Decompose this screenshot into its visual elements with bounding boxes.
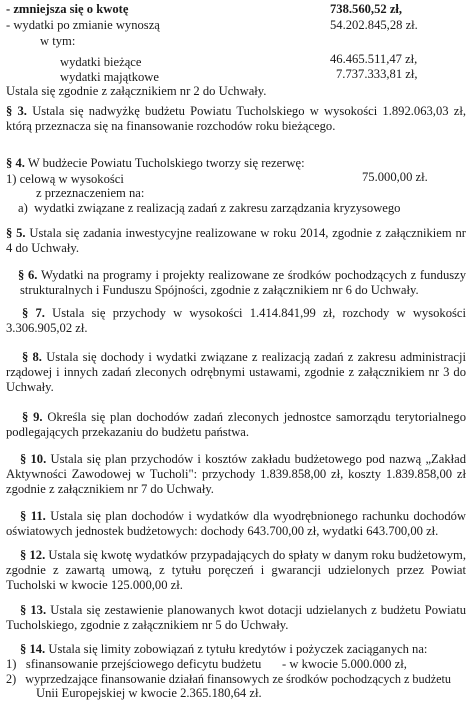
current-expenses-label: wydatki bieżące: [60, 55, 142, 69]
paragraph-7: [6, 306, 466, 336]
paragraph-6: [20, 268, 466, 298]
paragraph-11: [6, 509, 466, 539]
limit-item-2: 2) wyprzedzające finansowanie działań finansowych ze środków pochodzących z budżetu: [6, 672, 451, 686]
paragraph-13-number: § 13.: [20, 603, 47, 617]
paragraph-3-text: Ustala się nadwyżkę budżetu Powiatu Tucholskiego w wysokości 1.892.063,03 zł, którą przeznacza się na finansowanie rozchodów roku bieżącego.: [6, 104, 467, 133]
paragraph-12-text: Ustala się kwotę wydatków przypadających do spłaty w danym roku budżetowym, zgodnie z zawartą umową, z tytułu poręczeń i gwarancji udzielonych przez Powiat Tucholski w kwocie 125.000,00 zł.: [6, 548, 466, 592]
paragraph-7-text: Ustala się przychody w wysokości 1.414.841,99 zł, rozchody w wysokości 3.306.905,02 zł.: [6, 306, 467, 335]
attachment-2-note: Ustala się zgodnie z załącznikiem nr 2 do Uchwały.: [6, 84, 267, 98]
paragraph-8-number: § 8.: [22, 350, 42, 364]
paragraph-11-text: Ustala się plan dochodów i wydatków dla wyodrębnionego rachunku dochodów oświatowych jednostek budżetowych: dochody 643.700,00 zł, wydatki 643.700,00 zł.: [6, 509, 467, 538]
limit-item-1: 1) sfinansowanie przejściowego deficytu budżetu: [6, 657, 262, 671]
reserve-purpose-a: a) wydatki związane z realizacją zadań z zakresu zarządzania kryzysowego: [18, 201, 401, 215]
paragraph-4-text: W budżecie Powiatu Tucholskiego tworzy się rezerwę:: [27, 156, 305, 170]
limit-item-2-cont: Unii Europejskiej w kwocie 2.365.180,64 zł.: [36, 686, 262, 700]
paragraph-13-text: Ustala się zestawienie planowanych kwot dotacji udzielanych z budżetu Powiatu Tucholskiego, zgodnie z załącznikiem nr 5 do Uchwały.: [6, 603, 467, 632]
including-label: w tym:: [40, 34, 76, 48]
current-expenses-value: 46.465.511,47 zł,: [330, 52, 418, 66]
paragraph-3-number: § 3.: [6, 104, 27, 118]
decrease-label: - zmniejsza się o kwotę: [6, 2, 129, 16]
limit-item-1-value: - w kwocie 5.000.000 zł,: [282, 657, 407, 671]
paragraph-6-text: Wydatki na programy i projekty realizowane ze środków pochodzących z funduszy strukturalnych i Funduszu Spójności, zgodnie z załącznikiem nr 6 do Uchwały.: [20, 268, 467, 297]
paragraph-5-text: Ustala się zadania inwestycyjne realizowane w roku 2014, zgodnie z załącznikiem nr 4 do Uchwały.: [6, 226, 466, 255]
paragraph-4-head: [6, 156, 305, 171]
paragraph-4-number: § 4.: [6, 156, 25, 170]
paragraph-12-number: § 12.: [20, 548, 46, 562]
reserve-item-1-value: 75.000,00 zł.: [362, 170, 428, 184]
paragraph-10-text: Ustala się plan przychodów i kosztów zakładu budżetowego pod nazwą „Zakład Aktywności Zawodowej w Tucholi": przychody 1.839.858,00 zł, koszty 1.839.858,00 zł zgodnie z załącznikiem nr 7 do Uchwały.: [6, 452, 467, 496]
paragraph-14-text: Ustala się limity zobowiązań z tytułu kredytów i pożyczek zaciąganych na:: [48, 642, 428, 656]
capital-expenses-value: 7.737.333,81 zł,: [336, 67, 418, 81]
paragraph-13: [6, 603, 466, 633]
expenses-after-label: - wydatki po zmianie wynoszą: [6, 18, 160, 32]
paragraph-11-number: § 11.: [20, 509, 46, 523]
capital-expenses-label: wydatki majątkowe: [60, 70, 159, 84]
paragraph-8-text: Ustala się dochody i wydatki związane z realizacją zadań z zakresu administracji rządowej i innych zadań zleconych odrębnymi ustawami, zgodnie z załącznikiem nr 3 do Uchwały.: [6, 350, 466, 394]
paragraph-5-number: § 5.: [6, 226, 26, 240]
paragraph-9: [6, 410, 466, 440]
decrease-value: 738.560,52 zł,: [330, 2, 403, 16]
paragraph-14-number: § 14.: [20, 642, 46, 656]
paragraph-9-number: § 9.: [22, 410, 43, 424]
paragraph-5: [6, 226, 466, 256]
paragraph-9-text: Określa się plan dochodów zadań zleconych jednostce samorządu terytorialnego podlegających przekazaniu do budżetu państwa.: [6, 410, 466, 439]
paragraph-6-number: § 6.: [18, 268, 38, 282]
paragraph-12: [6, 548, 466, 593]
paragraph-10: [6, 452, 466, 497]
paragraph-8: [6, 350, 466, 395]
reserve-item-1-label: 1) celową w wysokości: [6, 172, 124, 186]
paragraph-7-number: § 7.: [22, 306, 45, 320]
reserve-purpose-label: z przeznaczeniem na:: [36, 186, 145, 200]
paragraph-3: [6, 104, 466, 134]
paragraph-10-number: § 10.: [20, 452, 47, 466]
paragraph-14-head: [20, 642, 427, 657]
expenses-after-value: 54.202.845,28 zł.: [330, 18, 418, 32]
